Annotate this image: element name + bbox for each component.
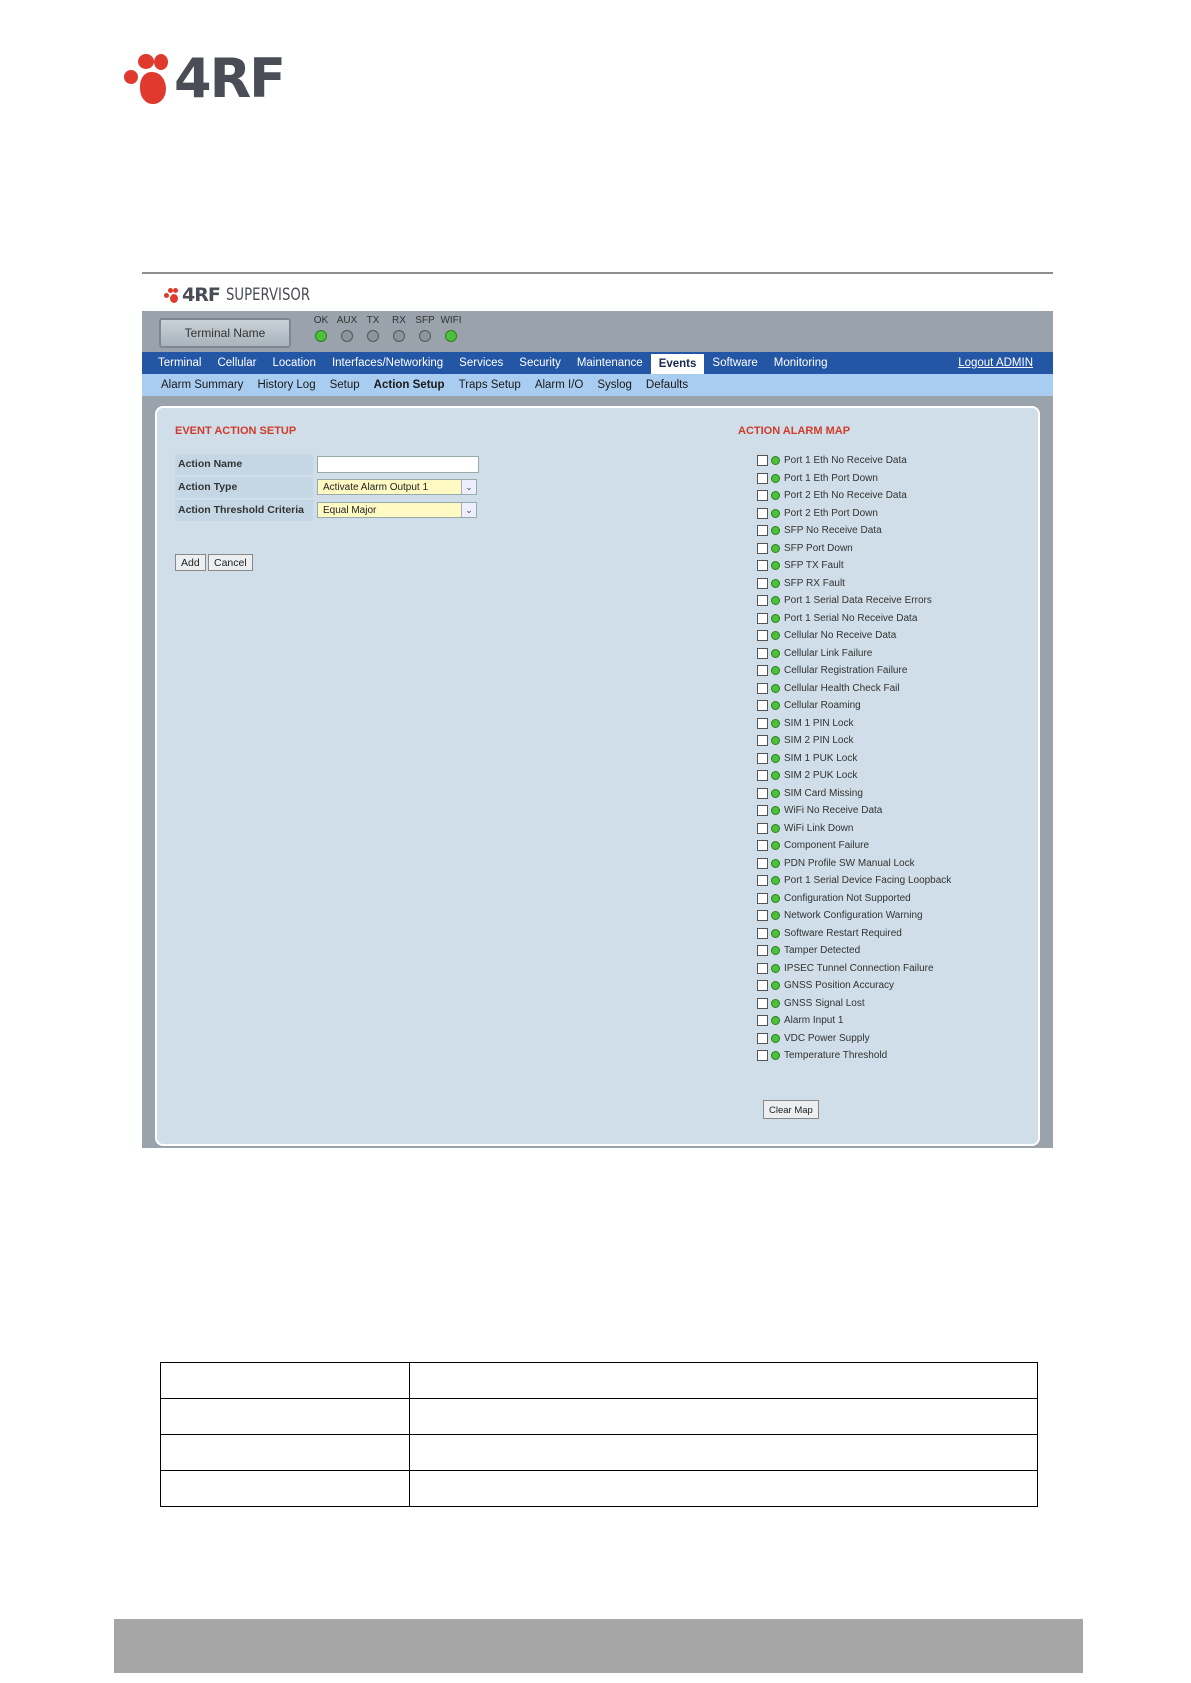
list-item — [757, 697, 951, 715]
list-item — [757, 557, 951, 575]
nav-item-services[interactable]: Services — [459, 357, 504, 369]
status-led-icon — [771, 806, 780, 815]
table-cell — [410, 1363, 1038, 1399]
status-led-icon — [771, 1016, 780, 1025]
status-led-icon — [367, 330, 379, 342]
list-item — [757, 942, 951, 960]
list-item — [757, 540, 951, 558]
alarm-checkbox[interactable] — [757, 735, 768, 746]
list-item — [757, 452, 951, 470]
nav-item-maintenance[interactable]: Maintenance — [576, 357, 643, 369]
status-led-icon — [771, 999, 780, 1008]
alarm-label: Tamper Detected — [784, 945, 861, 957]
alarm-label: Cellular Health Check Fail — [784, 682, 900, 694]
table-cell — [161, 1471, 410, 1507]
subnav-item-history-log[interactable]: History Log — [257, 379, 316, 391]
alarm-checkbox[interactable] — [757, 928, 768, 939]
app-screenshot — [142, 272, 1053, 1148]
list-item — [757, 960, 951, 978]
status-led-icon — [771, 491, 780, 500]
alarm-label: Software Restart Required — [784, 927, 902, 939]
page-logo — [124, 47, 285, 110]
list-item — [757, 487, 951, 505]
event-action-title: EVENT ACTION SETUP — [175, 425, 297, 437]
led-wifi — [438, 315, 464, 342]
status-led-icon — [771, 789, 780, 798]
alarm-label: IPSEC Tunnel Connection Failure — [784, 962, 934, 974]
led-ok — [308, 315, 334, 342]
action-name-input[interactable] — [317, 456, 479, 473]
status-led-icon — [771, 474, 780, 483]
alarm-map-list — [757, 452, 951, 1065]
status-led-icon — [771, 894, 780, 903]
status-led-icon — [393, 330, 405, 342]
list-item — [757, 575, 951, 593]
status-led-icon — [771, 701, 780, 710]
table-cell — [410, 1399, 1038, 1435]
alarm-checkbox[interactable] — [757, 805, 768, 816]
alarm-label: Port 2 Eth Port Down — [784, 507, 878, 519]
status-led-icon — [771, 824, 780, 833]
status-led-icon — [771, 526, 780, 535]
status-led-icon — [771, 859, 780, 868]
nav-item-events[interactable]: Events — [651, 354, 705, 374]
alarm-checkbox[interactable] — [757, 893, 768, 904]
table-cell — [161, 1363, 410, 1399]
threshold-label: Action Threshold Criteria — [175, 500, 313, 521]
threshold-select[interactable] — [317, 502, 477, 518]
table-cell — [161, 1435, 410, 1471]
led-label: OK — [313, 315, 329, 326]
alarm-checkbox[interactable] — [757, 473, 768, 484]
status-led-icon — [771, 771, 780, 780]
table-row — [161, 1435, 1038, 1471]
alarm-label: SIM 2 PIN Lock — [784, 735, 854, 747]
subnav-item-alarm-summary[interactable]: Alarm Summary — [161, 379, 244, 391]
alarm-checkbox[interactable] — [757, 455, 768, 466]
threshold-value: Equal Major — [323, 505, 377, 516]
alarm-label: Cellular Registration Failure — [784, 665, 908, 677]
alarm-label: SIM Card Missing — [784, 787, 863, 799]
subnav-item-setup[interactable]: Setup — [329, 379, 360, 391]
logo-text: 4RF — [174, 47, 285, 110]
status-led-icon — [341, 330, 353, 342]
led-sfp — [412, 315, 438, 342]
list-item — [757, 732, 951, 750]
list-item — [757, 767, 951, 785]
table-cell — [161, 1399, 410, 1435]
nav-item-location[interactable]: Location — [272, 357, 316, 369]
subnav-item-defaults[interactable]: Defaults — [645, 379, 689, 391]
status-led-icon — [419, 330, 431, 342]
status-led-icon — [771, 929, 780, 938]
alarm-label: Port 2 Eth No Receive Data — [784, 490, 907, 502]
nav-item-security[interactable]: Security — [519, 357, 561, 369]
table-row — [161, 1363, 1038, 1399]
table-cell — [410, 1471, 1038, 1507]
list-item — [757, 592, 951, 610]
alarm-checkbox[interactable] — [757, 770, 768, 781]
status-led-icon — [771, 911, 780, 920]
document-table — [160, 1362, 1038, 1507]
alarm-label: SFP Port Down — [784, 542, 853, 554]
status-bar — [142, 311, 1053, 352]
event-action-form — [175, 454, 475, 523]
brand-bar — [142, 274, 1053, 311]
status-led-icon — [771, 876, 780, 885]
chevron-down-icon[interactable]: ⌄ — [461, 480, 476, 494]
status-led-icon — [771, 946, 780, 955]
status-led-icon — [771, 579, 780, 588]
list-item — [757, 785, 951, 803]
alarm-label: Configuration Not Supported — [784, 892, 911, 904]
alarm-checkbox[interactable] — [757, 718, 768, 729]
logo-petals-icon — [124, 54, 168, 104]
table-cell — [410, 1435, 1038, 1471]
alarm-checkbox[interactable] — [757, 648, 768, 659]
list-item — [757, 715, 951, 733]
action-type-value: Activate Alarm Output 1 — [323, 482, 429, 493]
alarm-checkbox[interactable] — [757, 578, 768, 589]
alarm-checkbox[interactable] — [757, 980, 768, 991]
alarm-checkbox[interactable] — [757, 875, 768, 886]
alarm-checkbox[interactable] — [757, 840, 768, 851]
content-panel — [155, 406, 1040, 1146]
status-led-icon — [445, 330, 457, 342]
list-item — [757, 1047, 951, 1065]
alarm-checkbox[interactable] — [757, 998, 768, 1009]
list-item — [757, 645, 951, 663]
alarm-checkbox[interactable] — [757, 700, 768, 711]
list-item — [757, 820, 951, 838]
alarm-label: SIM 1 PIN Lock — [784, 717, 854, 729]
action-type-select[interactable] — [317, 479, 477, 495]
status-led-icon — [771, 456, 780, 465]
terminal-name-button[interactable]: Terminal Name — [159, 318, 291, 348]
nav-item-cellular[interactable]: Cellular — [217, 357, 257, 369]
alarm-label: Port 1 Serial Device Facing Loopback — [784, 875, 952, 887]
alarm-label: SIM 1 PUK Lock — [784, 752, 858, 764]
status-led-icon — [771, 1034, 780, 1043]
logout-link[interactable]: Logout ADMIN — [958, 357, 1033, 369]
subnav-item-alarm-i-o[interactable]: Alarm I/O — [534, 379, 584, 391]
alarm-label: Port 1 Eth Port Down — [784, 472, 878, 484]
alarm-label: Component Failure — [784, 840, 870, 852]
list-item — [757, 907, 951, 925]
alarm-label: GNSS Signal Lost — [784, 997, 865, 1009]
cancel-button[interactable]: Cancel — [208, 554, 253, 571]
clear-map-button[interactable]: Clear Map — [763, 1100, 819, 1119]
table-row — [161, 1399, 1038, 1435]
alarm-checkbox[interactable] — [757, 525, 768, 536]
alarm-label: VDC Power Supply — [784, 1032, 870, 1044]
status-led-icon — [771, 754, 780, 763]
alarm-label: SFP RX Fault — [784, 577, 845, 589]
alarm-checkbox[interactable] — [757, 910, 768, 921]
add-button[interactable]: Add — [175, 554, 206, 571]
alarm-map-title: ACTION ALARM MAP — [738, 425, 851, 437]
chevron-down-icon[interactable]: ⌄ — [461, 503, 476, 517]
alarm-label: Temperature Threshold — [784, 1050, 888, 1062]
status-led-icon — [771, 719, 780, 728]
subnav-item-action-setup[interactable]: Action Setup — [373, 379, 445, 391]
brand-name: 4RF — [182, 284, 220, 306]
alarm-checkbox[interactable] — [757, 630, 768, 641]
status-led-icon — [771, 561, 780, 570]
list-item — [757, 995, 951, 1013]
alarm-checkbox[interactable] — [757, 823, 768, 834]
status-led-icon — [771, 614, 780, 623]
subnav-item-syslog[interactable]: Syslog — [597, 379, 632, 391]
list-item — [757, 750, 951, 768]
status-led-icon — [771, 509, 780, 518]
subnav-item-traps-setup[interactable]: Traps Setup — [458, 379, 521, 391]
list-item — [757, 627, 951, 645]
product-name: SUPERVISOR — [225, 285, 310, 305]
alarm-checkbox[interactable] — [757, 665, 768, 676]
table-row — [161, 1471, 1038, 1507]
status-led-icon — [771, 666, 780, 675]
alarm-label: GNSS Position Accuracy — [784, 980, 895, 992]
status-led-icon — [771, 631, 780, 640]
status-led-icon — [315, 330, 327, 342]
alarm-checkbox[interactable] — [757, 490, 768, 501]
alarm-checkbox[interactable] — [757, 683, 768, 694]
list-item — [757, 855, 951, 873]
status-led-icon — [771, 596, 780, 605]
list-item — [757, 872, 951, 890]
alarm-label: Port 1 Eth No Receive Data — [784, 455, 907, 467]
status-leds — [308, 315, 464, 342]
nav-item-interfaces-networking[interactable]: Interfaces/Networking — [331, 357, 444, 369]
alarm-checkbox[interactable] — [757, 543, 768, 554]
led-tx — [360, 315, 386, 342]
list-item — [757, 470, 951, 488]
alarm-label: Alarm Input 1 — [784, 1015, 844, 1027]
status-led-icon — [771, 544, 780, 553]
led-label: AUX — [336, 315, 358, 326]
alarm-checkbox[interactable] — [757, 1033, 768, 1044]
status-led-icon — [771, 981, 780, 990]
list-item — [757, 802, 951, 820]
alarm-label: Cellular No Receive Data — [784, 630, 897, 642]
status-led-icon — [771, 649, 780, 658]
status-led-icon — [771, 1051, 780, 1060]
list-item — [757, 522, 951, 540]
alarm-checkbox[interactable] — [757, 1015, 768, 1026]
nav-item-software[interactable]: Software — [712, 357, 758, 369]
main-nav — [142, 352, 1053, 374]
led-aux — [334, 315, 360, 342]
brand-logo — [164, 284, 334, 306]
alarm-checkbox[interactable] — [757, 560, 768, 571]
alarm-label: SFP TX Fault — [784, 560, 844, 572]
alarm-label: Port 1 Serial Data Receive Errors — [784, 595, 932, 607]
action-name-label: Action Name — [175, 454, 313, 475]
alarm-checkbox[interactable] — [757, 1050, 768, 1061]
led-label: SFP — [415, 315, 435, 326]
led-label: TX — [366, 315, 380, 326]
page-footer-bar — [114, 1619, 1083, 1673]
alarm-checkbox[interactable] — [757, 595, 768, 606]
alarm-label: Cellular Roaming — [784, 700, 861, 712]
status-led-icon — [771, 736, 780, 745]
alarm-checkbox[interactable] — [757, 613, 768, 624]
sub-nav — [142, 374, 1053, 396]
list-item — [757, 1012, 951, 1030]
alarm-label: WiFi No Receive Data — [784, 805, 883, 817]
alarm-label: SIM 2 PUK Lock — [784, 770, 858, 782]
alarm-checkbox[interactable] — [757, 753, 768, 764]
nav-item-monitoring[interactable]: Monitoring — [773, 357, 828, 369]
led-label: RX — [392, 315, 406, 326]
list-item — [757, 925, 951, 943]
alarm-checkbox[interactable] — [757, 858, 768, 869]
list-item — [757, 610, 951, 628]
alarm-checkbox[interactable] — [757, 508, 768, 519]
alarm-label: Port 1 Serial No Receive Data — [784, 612, 918, 624]
status-led-icon — [771, 684, 780, 693]
brand-petals-icon — [164, 288, 178, 303]
top-rule — [142, 272, 1053, 274]
list-item — [757, 837, 951, 855]
led-rx — [386, 315, 412, 342]
alarm-label: WiFi Link Down — [784, 822, 854, 834]
alarm-label: Network Configuration Warning — [784, 910, 923, 922]
list-item — [757, 1030, 951, 1048]
nav-item-terminal[interactable]: Terminal — [158, 357, 202, 369]
alarm-checkbox[interactable] — [757, 945, 768, 956]
list-item — [757, 977, 951, 995]
list-item — [757, 505, 951, 523]
status-led-icon — [771, 964, 780, 973]
list-item — [757, 890, 951, 908]
list-item — [757, 680, 951, 698]
alarm-label: PDN Profile SW Manual Lock — [784, 857, 915, 869]
alarm-label: Cellular Link Failure — [784, 647, 873, 659]
alarm-checkbox[interactable] — [757, 963, 768, 974]
alarm-checkbox[interactable] — [757, 788, 768, 799]
action-type-label: Action Type — [175, 477, 313, 498]
alarm-label: SFP No Receive Data — [784, 525, 882, 537]
led-label: WIFI — [440, 315, 462, 326]
list-item — [757, 662, 951, 680]
status-led-icon — [771, 841, 780, 850]
